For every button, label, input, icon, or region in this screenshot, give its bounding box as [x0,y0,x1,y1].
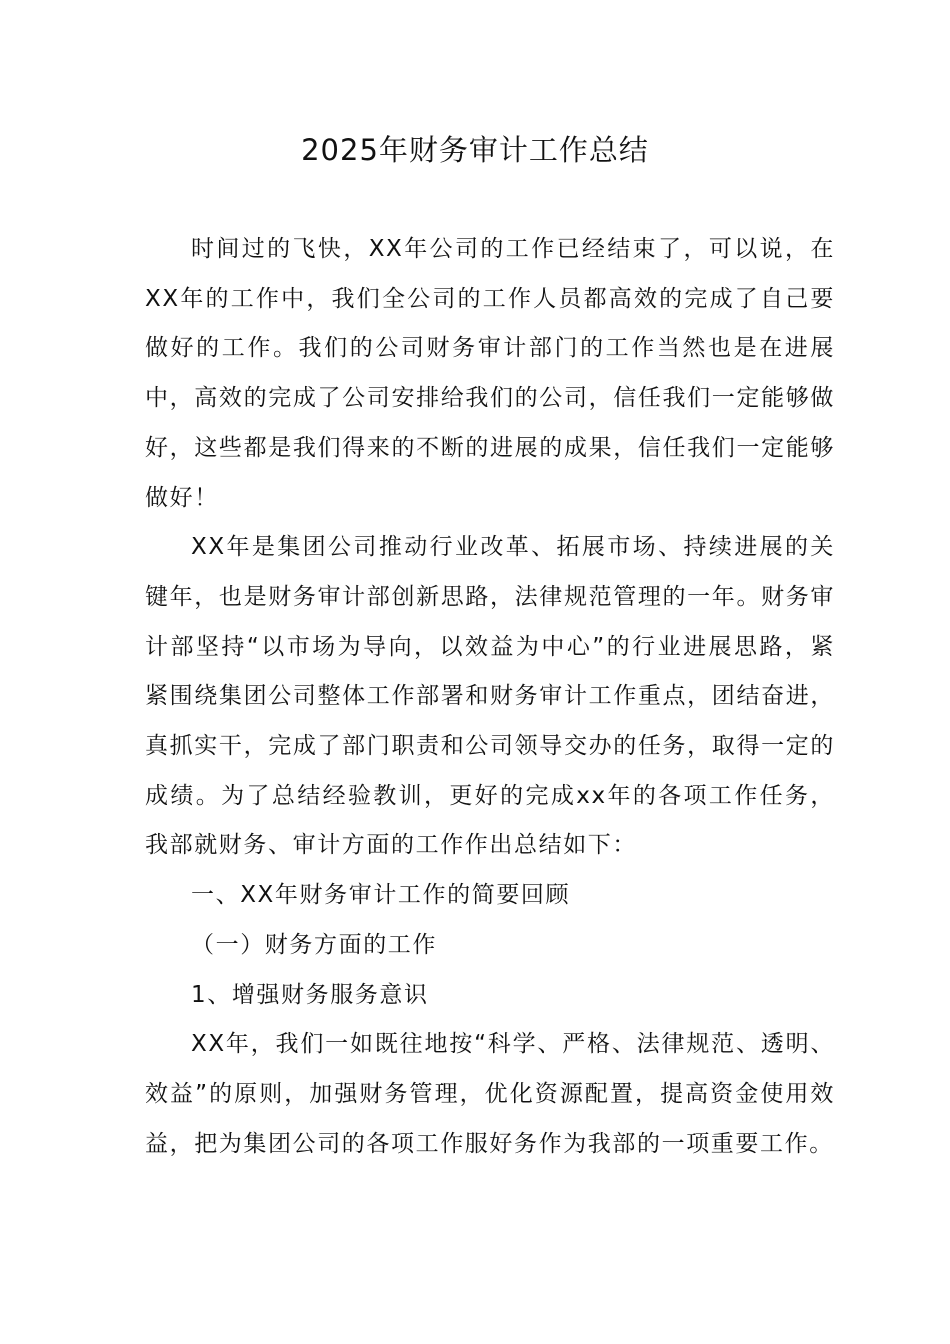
paragraph-intro: 时间过的飞快，XX年公司的工作已经结束了，可以说，在XX年的工作中，我们全公司的工作人员都高效的完成了自己要做好的工作。我们的公司财务审计部门的工作当然也是在进展中，高效的完成了公司安排给我们的公司，信任我们一定能够做好，这些都是我们得来的不断的进展的成果，信任我们一定能够做好！ [145,236,835,511]
document-body [145,225,835,1169]
paragraph-overview: XX年是集团公司推动行业改革、拓展市场、持续进展的关键年，也是财务审计部创新思路，法律规范管理的一年。财务审计部坚持“以市场为导向，以效益为中心”的行业进展思路，紧紧围绕集团公司整体工作部署和财务审计工作重点，团结奋进，真抓实干，完成了部门职责和公司领导交办的任务，取得一定的成绩。为了总结经验教训，更好的完成xx年的各项工作任务，我部就财务、审计方面的工作作出总结如下： [145,534,835,859]
document-title: 2025年财务审计工作总结 [301,133,649,167]
item-heading-service: 1、增强财务服务意识 [191,981,429,1008]
section-heading-review: 一、XX年财务审计工作的简要回顾 [191,882,571,909]
subsection-heading-finance: （一）财务方面的工作 [191,931,437,958]
paragraph-service: XX年，我们一如既往地按“科学、严格、法律规范、透明、效益”的原则，加强财务管理，优化资源配置，提高资金使用效益，把为集团公司的各项工作服好务作为我部的一项重要工作。 [145,1031,835,1157]
